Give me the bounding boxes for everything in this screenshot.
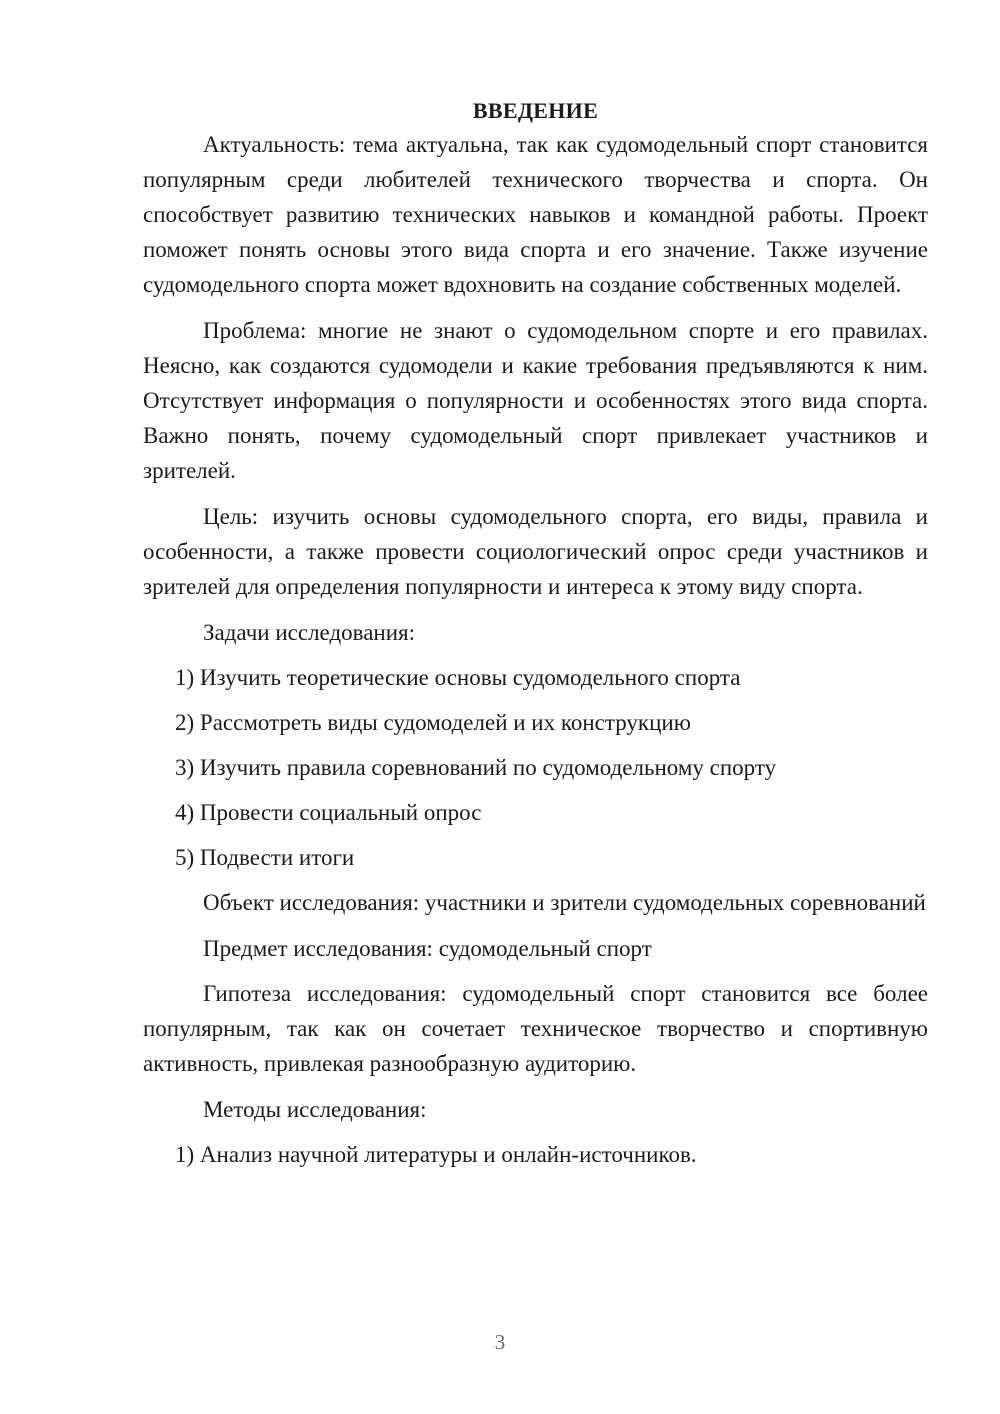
task-item: 3) Изучить правила соревнований по судомодельному спорту xyxy=(175,755,777,780)
tasks-list xyxy=(143,660,928,875)
paragraph-goal: Цель: изучить основы судомодельного спорта, его виды, правила и особенности, а также провести социологический опрос среди участников и зрителей для определения популярности и интереса к этому виду спорта. xyxy=(143,504,928,599)
task-item: 2) Рассмотреть виды судомоделей и их конструкцию xyxy=(175,710,691,735)
tasks-heading: Задачи исследования: xyxy=(203,620,416,645)
task-item: 5) Подвести итоги xyxy=(175,845,355,870)
paragraph-relevance: Актуальность: тема актуальна, так как судомодельный спорт становится популярным среди любителей технического творчества и спорта. Он способствует развитию технических навыков и командной работы. Проект поможет понять основы этого вида спорта и его значение. Также изучение судомодельного спорта может вдохновить на создание собственных моделей. xyxy=(143,132,928,297)
paragraph-hypothesis: Гипотеза исследования: судомодельный спорт становится все более популярным, так как он сочетает техническое творчество и спортивную активность, привлекая разнообразную аудиторию. xyxy=(143,981,928,1076)
methods-list xyxy=(143,1137,928,1172)
task-item: 1) Изучить теоретические основы судомодельного спорта xyxy=(175,665,741,690)
section-title: ВВЕДЕНИЕ xyxy=(472,98,599,123)
method-item: 1) Анализ научной литературы и онлайн-источников. xyxy=(175,1142,697,1167)
paragraph-subject: Предмет исследования: судомодельный спорт xyxy=(203,936,652,961)
methods-heading: Методы исследования: xyxy=(203,1097,427,1122)
paragraph-object: Объект исследования: участники и зрители судомодельных соревнований xyxy=(203,890,926,915)
paragraph-problem: Проблема: многие не знают о судомодельном спорте и его правилах. Неясно, как создаются судомодели и какие требования предъявляются к ним. Отсутствует информация о популярности и особенностях этого вида спорта. Важно понять, почему судомодельный спорт привлекает участников и зрителей. xyxy=(143,318,928,483)
task-item: 4) Провести социальный опрос xyxy=(175,800,482,825)
page-number: 3 xyxy=(494,1330,506,1354)
